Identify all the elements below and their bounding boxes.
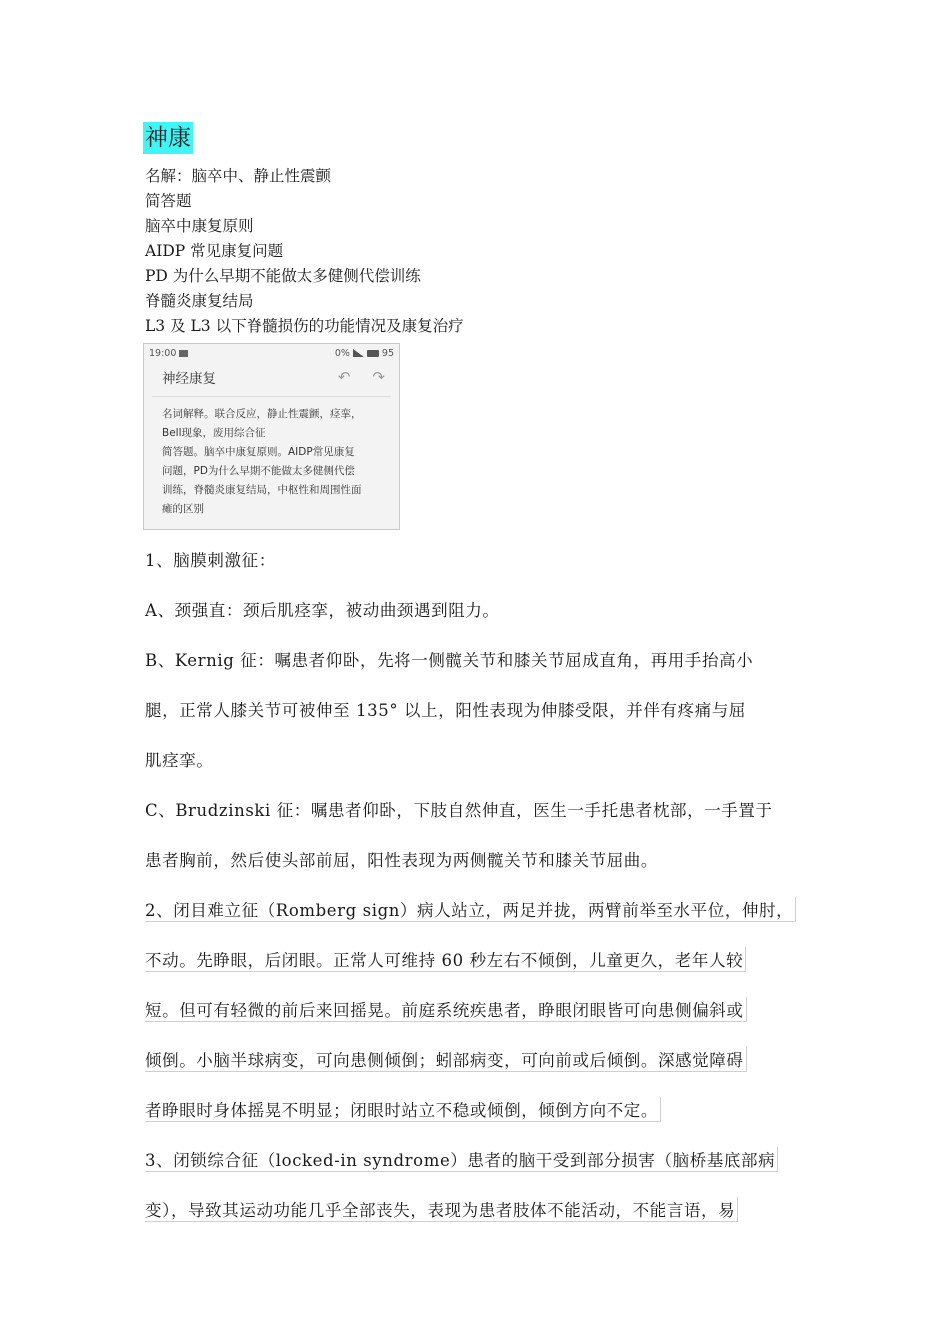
body-line: 倾倒。小脑半球病变，可向患侧倾倒；蚓部病变，可向前或后倾倒。深感觉障碍 [145, 1047, 747, 1072]
battery-level: 95 [381, 347, 394, 359]
body-line: 2、闭目难立征（Romberg sign）病人站立，两足并拢，两臂前举至水平位，伸肘， [145, 897, 796, 922]
body-line: 患者胸前，然后使头部前屈，阳性表现为两侧髋关节和膝关节屈曲。 [145, 851, 658, 870]
status-percent: 0% [334, 347, 350, 359]
message-line: 训练，脊髓炎康复结局，中枢性和周围性面 [162, 484, 362, 496]
body-line: 3、闭锁综合征（locked-in syndrome）患者的脑干受到部分损害（脑桥基底部病 [145, 1147, 778, 1172]
message-header [144, 362, 399, 392]
topic-item: 脑卒中康复原则 [145, 217, 254, 235]
embedded-phone-screenshot [143, 343, 400, 530]
body-line: 腿，正常人膝关节可被伸至 135° 以上，阳性表现为伸膝受限，并伴有疼痛与屈 [145, 701, 747, 720]
phone-status-bar [144, 344, 399, 362]
topic-item: 脊髓炎康复结局 [145, 292, 254, 310]
message-line: Bell现象，废用综合征 [162, 427, 266, 439]
topic-item: 简答题 [145, 192, 192, 210]
body-line: A、颈强直：颈后肌痉挛，被动曲颈遇到阻力。 [145, 601, 500, 620]
message-title: 神经康复 [162, 371, 216, 387]
message-line: 简答题。脑卒中康复原则。AIDP常见康复 [162, 446, 355, 458]
topic-item: PD 为什么早期不能做太多健侧代偿训练 [145, 267, 421, 285]
body-line: 肌痉挛。 [145, 751, 214, 770]
topic-item: 名解：脑卒中、静止性震颤 [145, 167, 332, 185]
topic-item: AIDP 常见康复问题 [145, 242, 284, 260]
forward-icon[interactable]: ↷ [372, 368, 385, 386]
body-line: 者睁眼时身体摇晃不明显；闭眼时站立不稳或倾倒，倾倒方向不定。 [145, 1097, 661, 1122]
body-line: B、Kernig 征：嘱患者仰卧，先将一侧髋关节和膝关节屈成直角，再用手抬高小 [145, 651, 754, 670]
section-heading: 1、脑膜刺激征： [145, 551, 276, 570]
document-title: 神康 [143, 122, 193, 154]
topic-item: L3 及 L3 以下脊髓损伤的功能情况及康复治疗 [145, 317, 464, 335]
body-line: 不动。先睁眼，后闭眼。正常人可维持 60 秒左右不倾倒，儿童更久，老年人较 [145, 947, 746, 972]
image-icon [179, 350, 188, 357]
reply-icon[interactable]: ↶ [337, 368, 351, 386]
body-line: 短。但可有轻微的前后来回摇晃。前庭系统疾患者，睁眼闭眼皆可向患侧偏斜或 [145, 997, 747, 1022]
body-line: C、Brudzinski 征：嘱患者仰卧，下肢自然伸直，医生一手托患者枕部，一手置于 [145, 801, 773, 820]
signal-icon [353, 349, 364, 357]
message-line: 问题，PD为什么早期不能做太多健侧代偿 [162, 465, 355, 477]
message-body [144, 397, 399, 519]
body-line: 变），导致其运动功能几乎全部丧失，表现为患者肢体不能活动，不能言语，易 [145, 1197, 738, 1222]
battery-icon [367, 350, 379, 357]
status-time: 19:00 [149, 347, 177, 359]
message-line: 瘫的区别 [162, 503, 204, 515]
message-line: 名词解释。联合反应，静止性震颤，痉挛， [162, 408, 362, 420]
topic-list [145, 164, 464, 339]
